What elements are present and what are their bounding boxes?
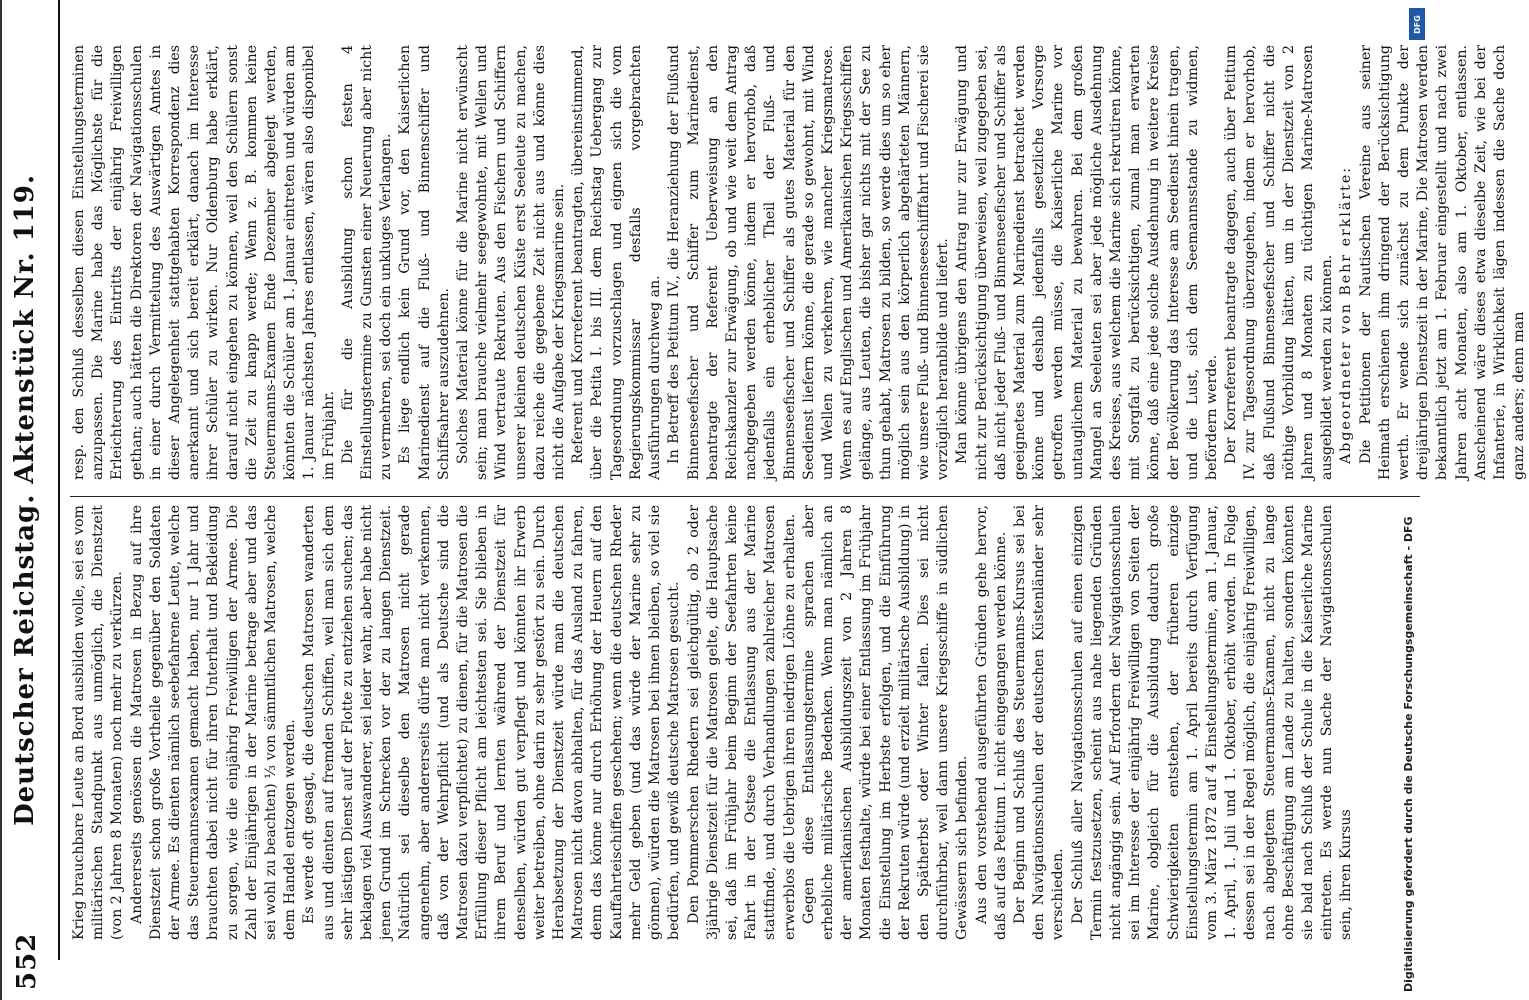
paragraph: resp. den Schluß desselben diesen Einstellungsterminen anzupassen. Die Marine habe das Möglichste für die Erleichterung des Eintritts der einjährig Freiwilligen gethan; auch hätten die Direktoren der Navigationsschulen in einer durch Vermittelung des Auswärtigen Amtes in dieser Angelegenheit stattgehabten Korrespondenz dies anerkannt und sich bereit erklärt, danach im Interesse ihrer Schüler zu wirken. Nur Oldenburg habe erklärt, darauf nicht eingehen zu können, weil den Schülern sonst die Zeit zu knapp werde; Wenn z. B. kommen keine Steuermanns-Examen Ende Dezember abgelegt werden, könnten die Schüler am 1. Januar eintreten und würden am 1. Januar nächsten Jahres entlassen, wären also disponibel im Frühjahr. <box>71 45 337 480</box>
header-rule <box>58 0 60 960</box>
paragraph: Andererseits genössen die Matrosen in Bezug auf ihre Dienstzeit schon große Vortheile gegenüber den Soldaten der Armee. Es dienten nämlich seebefahrene Leute, welche das Steuermannsexamen gemacht haben, nur 1 Jahr und brauchten dabei nicht für ihren Unterhalt und Bekleidung zu sorgen, wie die einjährig Freiwilligen der Armee. Die Zahl der Einjährigen in der Marine betrage aber und das sei wohl zu beachten) ⅓ von sämmtlichen Matrosen, welche dem Handel entzogen werden. <box>128 505 299 940</box>
dfg-logo <box>1409 8 1425 40</box>
paragraph: Den Pommerschen Rhedern sei gleichgültig, ob 2 oder 3jährige Dienstzeit für die Matrosen gelte, die Hauptsache sei, daß im Frühjahr beim Beginn der Seefahrten keine Fahrt in der Ostsee die Entlassung aus der Marine stattfinde, und durch Verhandlungen zahlreicher Matrosen erwerblos die Uebrigen ihren niedrigen Löhne zu erhalten. <box>685 505 798 940</box>
paragraph: Abgeordneter von Behr erklärte: <box>1338 165 1355 464</box>
paragraph: Referent und Korreferent beantragten, übereinstimmend, über die Petita I. bis III. dem Reichstag Uebergang zur Tagesordnung vorzuschlagen und eignen sich die vom Regierungskommissar desfalls vorgebrachten Ausführungen durchweg an. <box>570 45 664 480</box>
paragraph: Die für die Ausbildung schon festen 4 Einstellungstermine zu Gunsten einer Neuerung aber nicht zu vermehren, sei doch ein unkluges Verlangen. <box>339 45 395 480</box>
paragraph: Gegen diese Entlassungstermine sprachen aber erhebliche militärische Bedenken. Wenn man nämlich an der amerikanischen Ausbildungszeit von 2 Jahren 8 Monaten festhalte, würde bei einer Entlassung im Frühjahr die Einstellung im Herbste erfolgen, und die Einführung der Rekruten würde (und erzielt militärische Ausbildung) in den Spätherbst oder Winter fallen. Dies sei nicht durchführbar, weil dann unsere Kriegsschiffe in südlichen Gewässern sich befinden. <box>800 505 971 940</box>
paragraph: Solches Material könne für die Marine nicht erwünscht sein; man brauche vielmehr seegewohnte, mit Wellen und Wind vertraute Rekruten. Aus den Fischern und Schiffern unserer kleinen deutschen Küste erst Seeleute zu machen, dazu reiche die gegebene Zeit nicht aus und könne dies nicht die Aufgabe der Kriegsmarine sein. <box>455 45 568 480</box>
paragraph: In Betreff des Petitum IV., die Heranziehung der Flußund Binnenseefischer und Schiffer zum Marinedienst, beantragte der Referent Ueberweisung an den Reichskanzler zur Erwägung, ob und wie weit dem Antrag nachgegeben werden könne, indem er hervorhob, daß jedenfalls ein erheblicher Theil der Fluß- und Binnenseefischer und Schiffer als gutes Material für den Seedienst liefern könne, die gerade so gewohnt, mit Wind und Wellen zu verkehren, wie mancher Kriegsmatrose. Wenn es auf Englischen und Amerikanischen Kriegsschiffen gelänge, aus Leuten, die bisher gar nichts mit der See zu thun gehabt, Matrosen zu bilden, so werde dies um so eher möglich sein aus den körperlich abgehärteten Männern, wie unsere Fluß- und Binnenseeschifffahrt und Fischerei sie vorzüglich heranbilde und liefert. <box>666 45 952 480</box>
page-header <box>0 0 80 1000</box>
dfg-watermark: Digitalisierung gefördert durch die Deutsche Forschungsgemeinschaft - DFG <box>1402 516 1415 992</box>
paragraph: Der Beginn und Schluß des Steuermanns-Kursus sei bei den Navigationsschulen der deutschen Küstenländer sehr verschieden. <box>1011 505 1067 940</box>
paragraph: Die Petitionen der Nautischen Vereine aus seiner Heimath erschienen ihm dringend der Berücksichtigung werth. Er wende sich zunächst zu dem Punkte der dreijährigen Dienstzeit in der Marine, Die Matrosen werden bekanntlich jetzt am 1. Februar eingestellt und nach zwei Jahren acht Monaten, also am 1. Oktober, entlassen. Anscheinend wäre dieses etwa dieselbe Zeit, wie bei der Infanterie, in Wirklichkeit lägen indessen die Sache doch ganz anders; denn man <box>1357 45 1528 480</box>
column-divider <box>70 496 1420 497</box>
right-column <box>70 45 1529 480</box>
paragraph: Der Korreferent beantragte dagegen, auch über Petitum IV. zur Tagesordnung überzugehen, indem er hervorhob, daß Flußund Binnenseefischer und Schiffer nicht die nöthige Vorbildung hätten, um in der Dienstzeit von 2 Jahren und 8 Monaten zu tüchtigen Marine-Matrosen ausgebildet werden zu können. <box>1223 45 1336 480</box>
paragraph: Aus den vorstehend ausgeführten Gründen gehe hervor, daß auf das Petitum I. nicht eingegangen werden könne. <box>973 505 1009 940</box>
page-title: Deutscher Reichstag. Aktenstück Nr. 119. <box>10 174 40 826</box>
page-number: 552 <box>12 932 42 990</box>
dfg-logo-text: DFG <box>1412 14 1422 34</box>
left-column <box>70 505 1357 940</box>
paragraph: Es liege endlich kein Grund vor, den Kaiserlichen Marinedienst auf die Fluß- und Binnenschiffer und Schiffsahrer auszudehnen. <box>397 45 452 480</box>
paragraph: Man könne übrigens den Antrag nur zur Erwägung und nicht zur Berücksichtigung überweisen, weil zugegeben sei, daß nicht jeder Fluß- und Binnenseefischer und Schiffer als geeignetes Material zum Marinedienst betrachtet werden könne und deshalb jedenfalls gesetzliche Vorsorge getroffen werden müsse, die Kaiserliche Marine vor untauglichem Material zu bewahren. Bei dem großen Mangel an Seeleuten sei aber jede mögliche Ausdehnung des Kreises, aus welchem die Marine sich rekrutiren könne, mit Sorgfalt zu berücksichtigen, zumal man erwarten könne, daß eine jede solche Ausdehnung in weitere Kreise der Bevölkerung das Interesse am Seedienst hinein tragen, und die Lust, sich dem Seemannsstande zu widmen, befördern werde. <box>954 45 1220 480</box>
paragraph: Der Schluß aller Navigationsschulen auf einen einzigen Termin festzusetzen, scheint aus nahe liegenden Gründen nicht angängig sein. Auf Erfordern der Navigationsschulen sei im Interesse der einjährig Freiwilligen von Seiten der Marine, obgleich für die Ausbildung dadurch große Schwierigkeiten entstehen, der früheren einzige Einstellungstermin am 1. April bereits durch Verfügung vom 3. März 1872 auf 4 Einstellungstermine, am 1. Januar, 1. April, 1. Juli und 1. Oktober, erhöht worden. In Folge dessen sei in der Regel möglich, die einjährig Freiwilligen, nach abgelegtem Steuermanns-Examen, nicht zu lange ohne Beschäftigung am Lande zu halten, sondern könnten sie bald nach Schluß der Schule in die Kaiserliche Marine eintreten. Es werde nun Sache der Navigationsschulen sein, ihren Kursus <box>1069 505 1355 940</box>
paragraph: Krieg brauchbare Leute an Bord ausbilden wolle, sei es vom militärischen Standpunkt aus unmöglich, die Dienstzeit (von 2 Jahren 8 Monaten) noch mehr zu verkürzen. <box>71 505 126 940</box>
paragraph: Es werde oft gesagt, die deutschen Matrosen wanderten aus und dienten auf fremden Schiffen, weil man sich dem sehr lästigen Dienst auf der Flotte zu entziehen suchen; das beklagen viel Auswanderer, sei leider wahr, aber habe nicht jenen Grund im Schrecken vor der zu langen Dienstzeit. Natürlich sei dieselbe den Matrosen nicht gerade angenehm, aber andererseits dürfe man nicht verkennen, daß von der Wehrpflicht (und als Deutsche sind die Matrosen dazu verpflichtet) zu dienen, für die Matrosen die Erfüllung dieser Pflicht am leichtesten sei. Sie blieben in ihrem Beruf und lernten während der Dienstzeit für denselben, würden gut verpflegt und könnten ihr Erwerb weiter betreiben, ohne darin zu sehr gestört zu sein. Durch Herabsetzung der Dienstzeit würde man die deutschen Matrosen nicht davon abhalten, für das Ausland zu fahren, denn das könne nur durch Erhöhung der Heuern auf den Kauffahrteischiffen geschehen; wenn die deutschen Rheder mehr Geld geben (und das würde der Marine sehr zu gönnen), würden die Matrosen bei ihnen bleiben, so viel sie bedürfen, und gewiß deutsche Matrosen gesucht. <box>301 505 683 940</box>
